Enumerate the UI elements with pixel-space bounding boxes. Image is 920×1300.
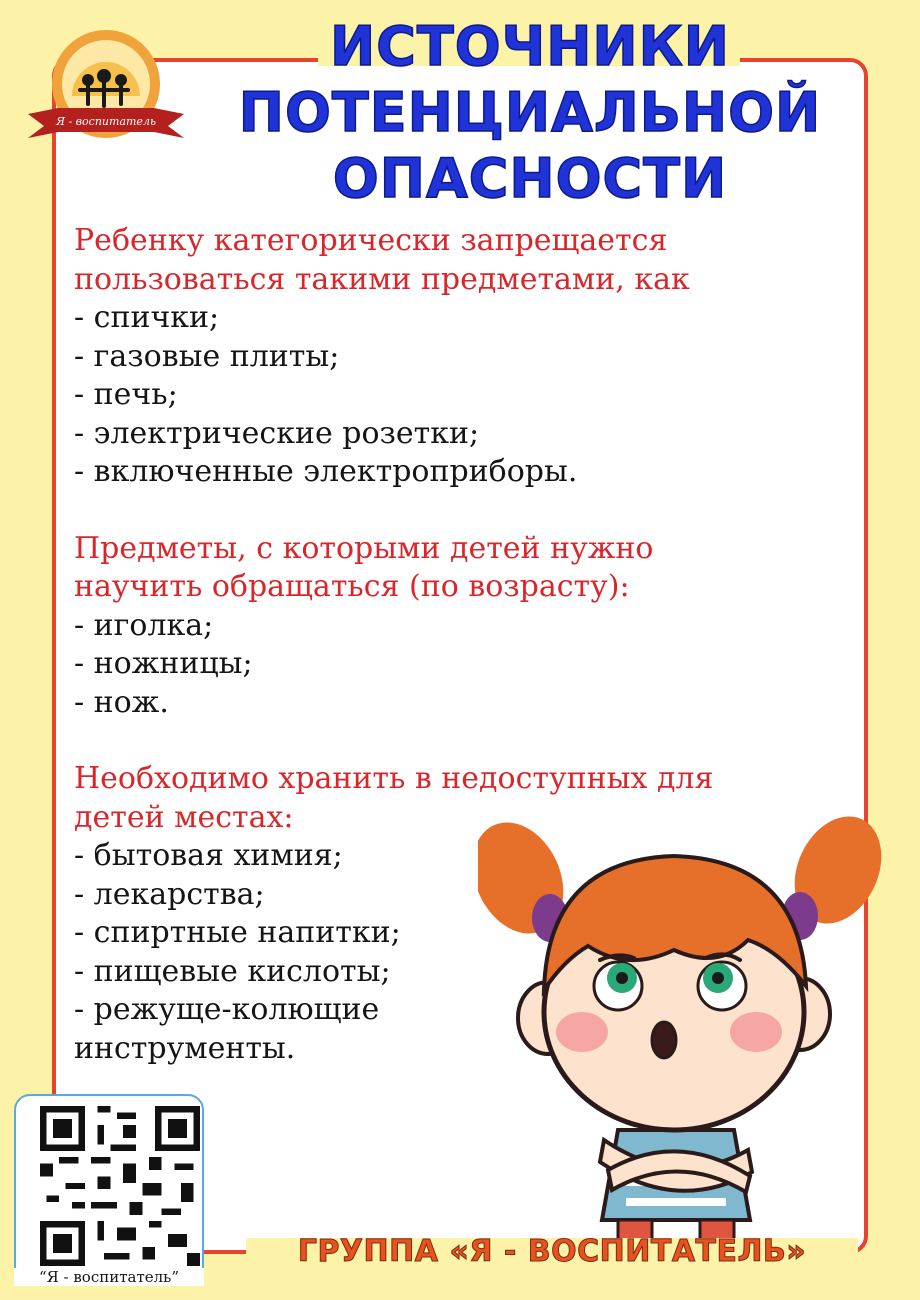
section-heading-line: Необходимо хранить в недоступных для xyxy=(74,761,714,796)
logo-caption: Я - воспитатель xyxy=(56,115,156,128)
section-heading-line: научить обращаться (по возрасту): xyxy=(74,569,630,604)
section-heading-line: Ребенку категорически запрещается xyxy=(74,223,668,258)
list-item: - нож. xyxy=(74,684,169,720)
title-line-3: ОПАСНОСТИ xyxy=(332,147,728,210)
qr-caption: “Я - воспитатель” xyxy=(14,1268,204,1286)
list-item: - газовые плиты; xyxy=(74,338,340,374)
list-item: - лекарства; xyxy=(74,876,265,912)
title-line-1: ИСТОЧНИКИ xyxy=(330,15,730,78)
section-heading-line: детей местах: xyxy=(74,799,294,835)
footer-group-name: ГРУППА «Я - ВОСПИТАТЕЛЬ» xyxy=(297,1234,807,1269)
list-item: - печь; xyxy=(74,377,178,412)
list-item: - ножницы; xyxy=(74,646,253,681)
title-line-2: ПОТЕНЦИАЛЬНОЙ xyxy=(238,81,822,144)
section-forbidden xyxy=(74,222,774,492)
list-item: - включенные электроприборы. xyxy=(74,454,578,489)
list-item: - спиртные напитки; xyxy=(74,915,401,950)
list-item: - иголка; xyxy=(74,607,214,643)
girl-illustration-icon xyxy=(478,800,898,1250)
section-teach xyxy=(74,530,774,723)
qr-code-icon xyxy=(40,1106,200,1266)
list-item: - пищевые кислоты; xyxy=(74,953,391,989)
logo-emblem-icon xyxy=(18,22,194,146)
qr-code-frame xyxy=(14,1094,204,1284)
list-item: инструменты. xyxy=(74,1030,296,1066)
section-heading-line: пользоваться такими предметами, как xyxy=(74,261,690,297)
list-item: - бытовая химия; xyxy=(74,838,343,873)
list-item: - режуще-колющие xyxy=(74,992,380,1027)
section-heading-line: Предметы, с которыми детей нужно xyxy=(74,530,654,566)
page-title xyxy=(180,14,880,212)
list-item: - спички; xyxy=(74,300,220,335)
list-item: - электрические розетки; xyxy=(74,415,480,451)
